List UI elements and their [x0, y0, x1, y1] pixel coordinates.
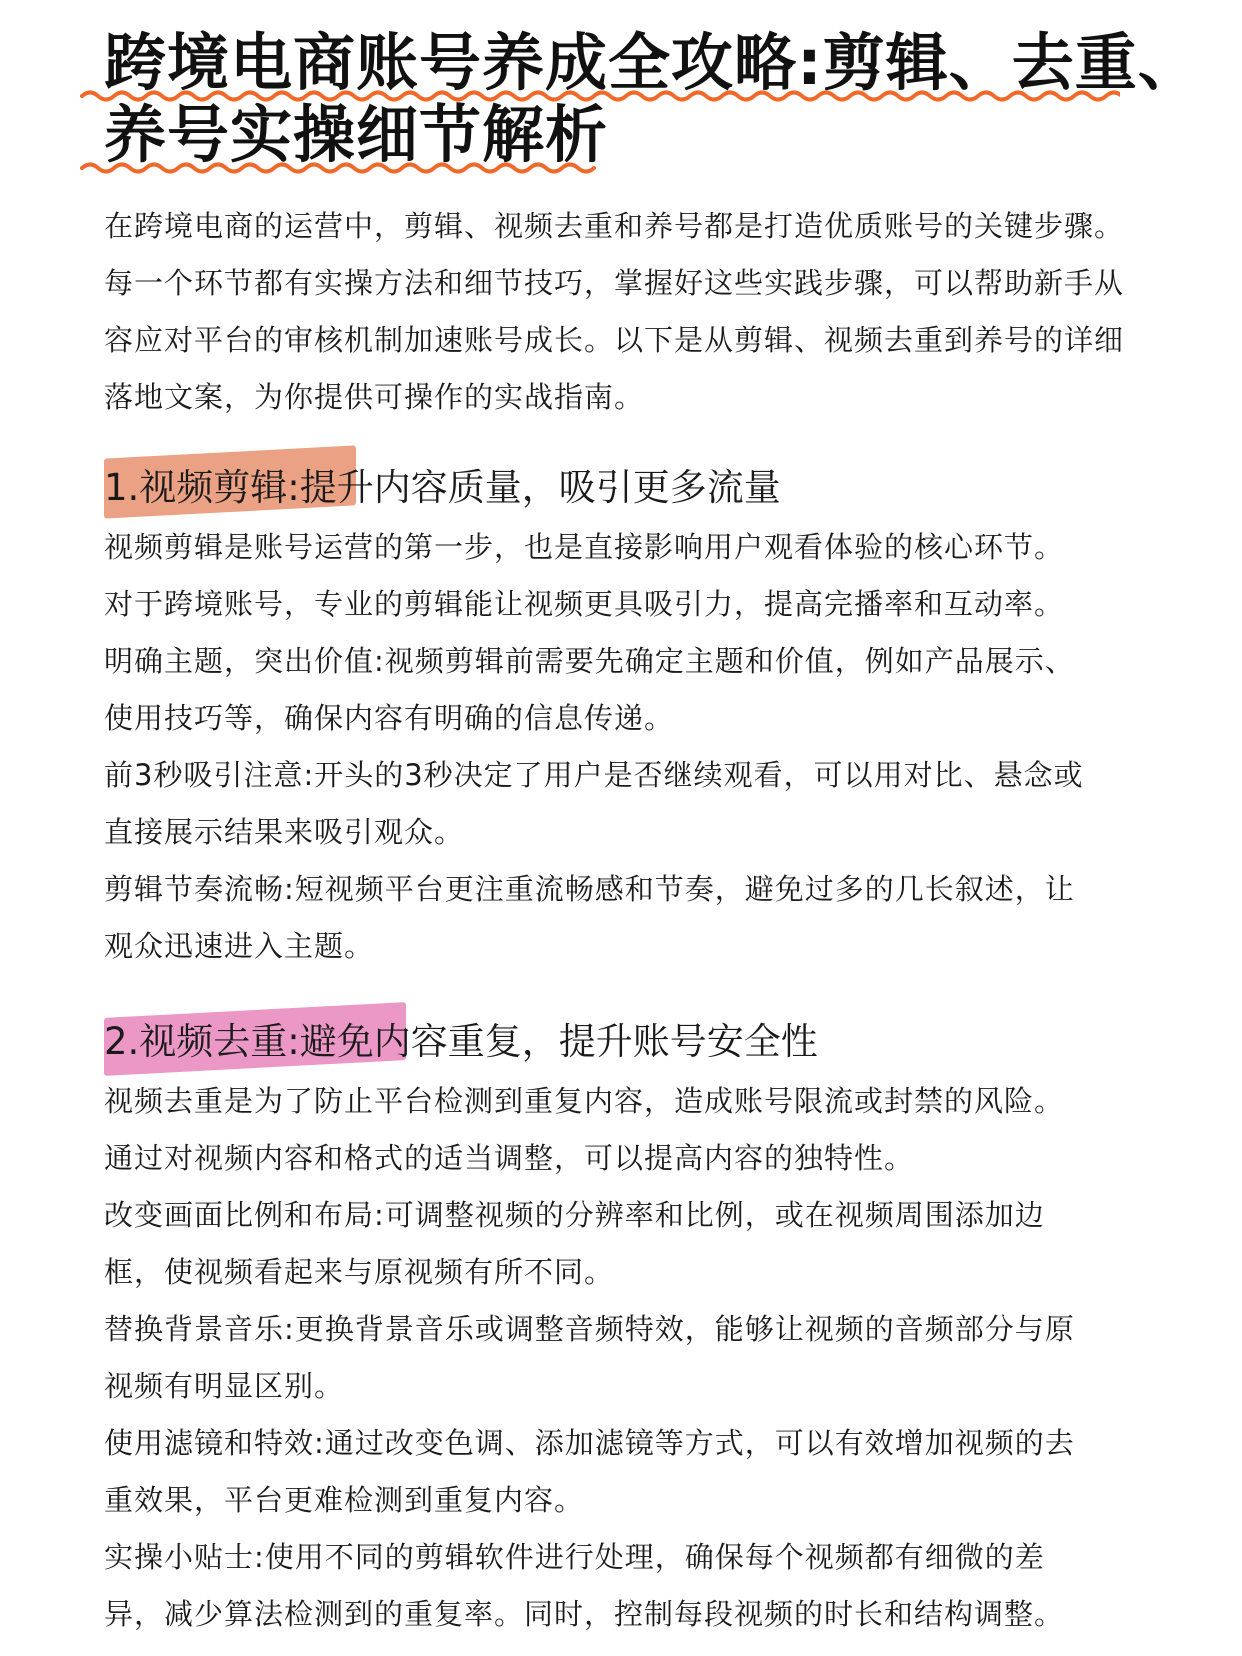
intro-line: 每一个环节都有实操方法和细节技巧，掌握好这些实践步骤，可以帮助新手从	[104, 266, 1125, 300]
section-1-line: 观众迅速进入主题。	[104, 929, 375, 963]
section-2-line: 异，减少算法检测到的重复率。同时，控制每段视频的时长和结构调整。	[104, 1597, 1065, 1631]
intro-line: 容应对平台的审核机制加速账号成长。以下是从剪辑、视频去重到养号的详细	[104, 323, 1125, 357]
section-2-line: 视频有明显区别。	[104, 1369, 345, 1403]
title-wave-underline-2	[80, 158, 600, 178]
section-1-line: 前3秒吸引注意:开头的3秒决定了用户是否继续观看，可以用对比、悬念或	[104, 758, 1084, 792]
section-1-line: 直接展示结果来吸引观众。	[104, 815, 465, 849]
section-1-line: 剪辑节奏流畅:短视频平台更注重流畅感和节奏，避免过多的几长叙述，让	[104, 872, 1075, 906]
section-2-line: 替换背景音乐:更换背景音乐或调整音频特效，能够让视频的音频部分与原	[104, 1312, 1075, 1346]
section-2-line: 视频去重是为了防止平台检测到重复内容，造成账号限流或封禁的风险。	[104, 1084, 1065, 1118]
section-2-body	[104, 1073, 1194, 1643]
title-line-2: 养号实操细节解析	[104, 98, 609, 171]
section-2-line: 重效果，平台更难检测到重复内容。	[104, 1483, 585, 1517]
intro-paragraph	[104, 198, 1194, 426]
intro-line: 落地文案，为你提供可操作的实战指南。	[104, 380, 645, 414]
section-1-line: 对于跨境账号，专业的剪辑能让视频更具吸引力，提高完播率和互动率。	[104, 587, 1065, 621]
section-2-heading: 2.视频去重:避免内容重复，提升账号安全性	[104, 1020, 818, 1063]
section-2-line: 框，使视频看起来与原视频有所不同。	[104, 1255, 615, 1289]
section-1-line: 视频剪辑是账号运营的第一步，也是直接影响用户观看体验的核心环节。	[104, 530, 1065, 564]
title-line-1: 跨境电商账号养成全攻略:剪辑、去重、	[104, 26, 1201, 99]
section-2-line: 实操小贴士:使用不同的剪辑软件进行处理，确保每个视频都有细微的差	[104, 1540, 1045, 1574]
section-1-body	[104, 519, 1194, 975]
section-1-heading: 1.视频剪辑:提升内容质量，吸引更多流量	[104, 466, 781, 509]
section-2-line: 使用滤镜和特效:通过改变色调、添加滤镜等方式，可以有效增加视频的去	[104, 1426, 1075, 1460]
section-2-line: 通过对视频内容和格式的适当调整，可以提高内容的独特性。	[104, 1141, 915, 1175]
intro-line: 在跨境电商的运营中，剪辑、视频去重和养号都是打造优质账号的关键步骤。	[104, 209, 1125, 243]
section-2-line: 改变画面比例和布局:可调整视频的分辨率和比例，或在视频周围添加边	[104, 1198, 1045, 1232]
section-1-line: 使用技巧等，确保内容有明确的信息传递。	[104, 701, 675, 735]
section-1-line: 明确主题，突出价值:视频剪辑前需要先确定主题和价值，例如产品展示、	[104, 644, 1075, 678]
